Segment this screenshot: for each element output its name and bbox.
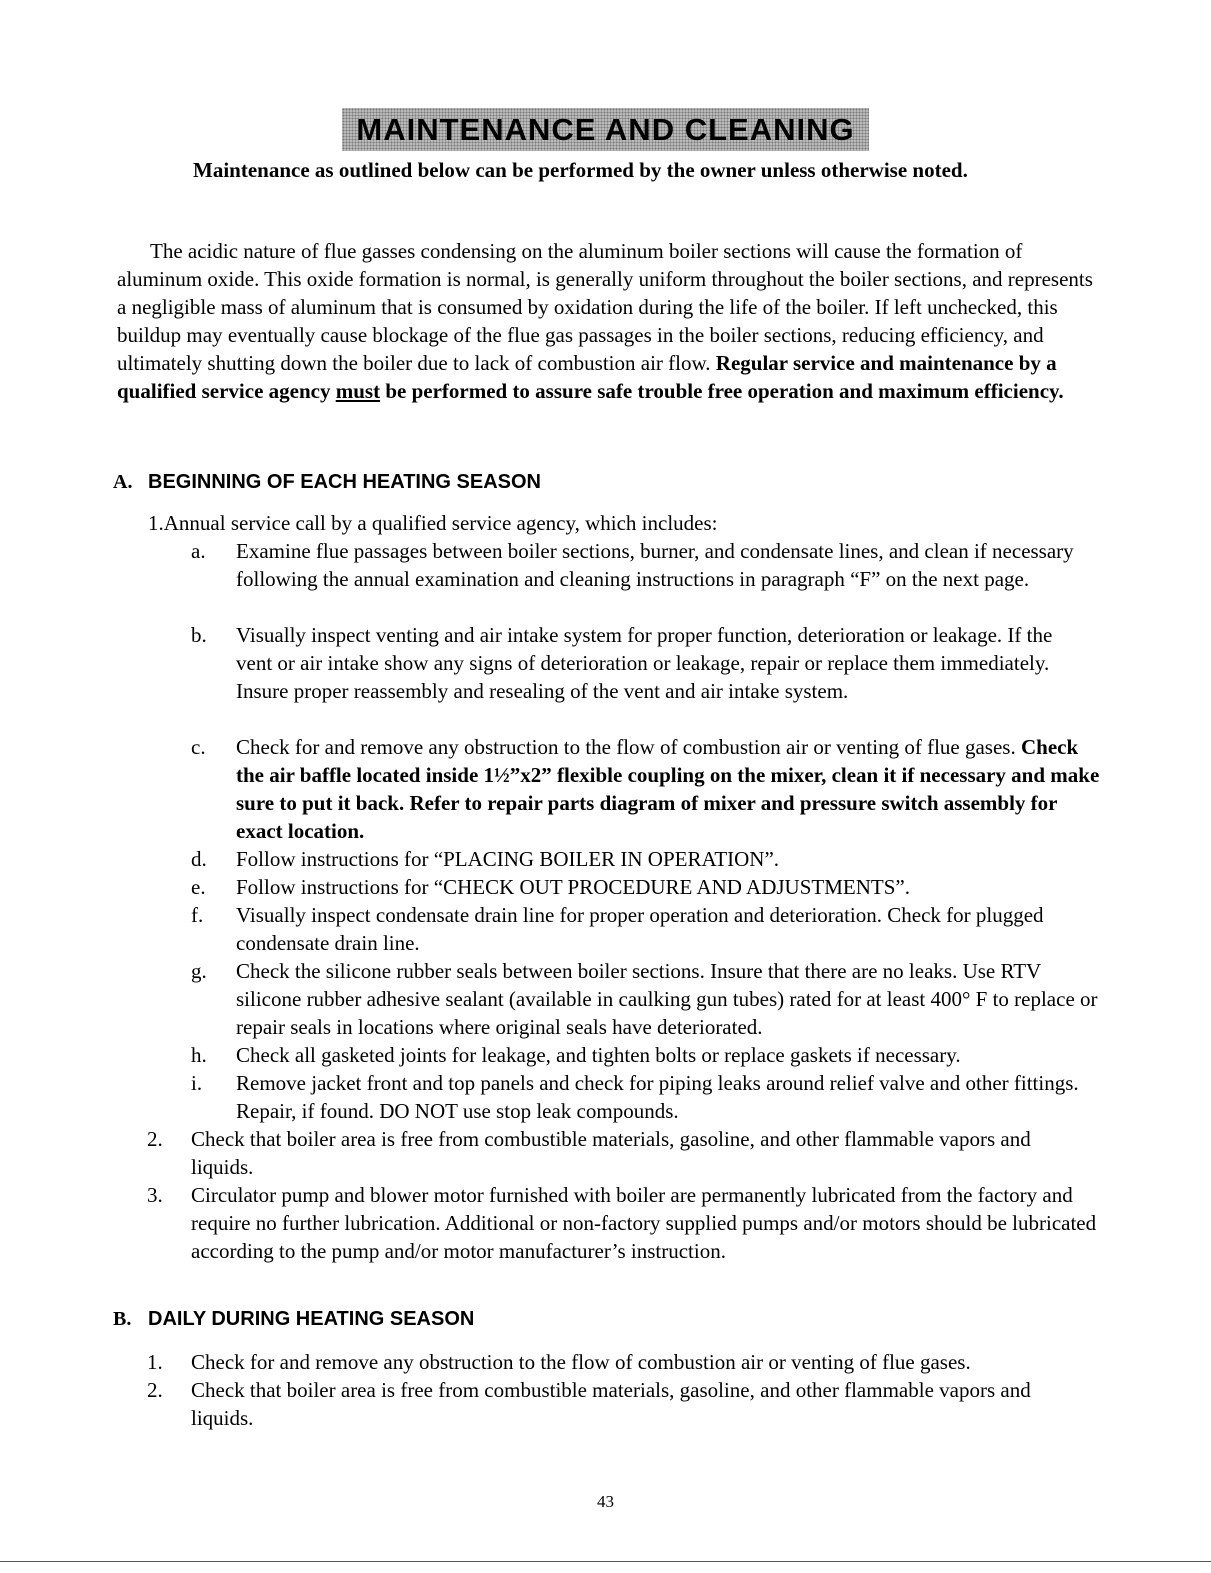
- title-container: [0, 108, 1211, 151]
- intro-text: The acidic nature of flue gasses condensing on the aluminum boiler sections will cause the formation of aluminum oxide. This oxide formation is normal, is generally uniform throughout the boiler sections, and represents a negligible mass of aluminum that is consumed by oxidation during the life of the boiler. If left unchecked, this buildup may eventually cause blockage of the flue gas passages in the boiler sections, reducing efficiency, and ultimately shutting down the boiler due to lack of combustion air flow.: [117, 239, 1093, 375]
- subtitle: Maintenance as outlined below can be performed by the owner unless otherwise noted.: [193, 158, 968, 182]
- item-text: Check for and remove any obstruction to the flow of combustion air or venting of flue gases.: [191, 1350, 971, 1374]
- item-text: Visually inspect condensate drain line for proper operation and deterioration. Check for plugged condensate drain line.: [236, 903, 1044, 955]
- section-a-letter: A.: [113, 471, 133, 493]
- intro-must: must: [335, 379, 381, 403]
- item-letter: h.: [191, 1043, 207, 1067]
- item-text: Visually inspect venting and air intake system for proper function, deterioration or leakage. If the vent or air intake show any signs of deterioration or leakage, repair or replace them immediately. Insure proper reassembly and resealing of the vent and air intake system.: [236, 623, 1053, 703]
- intro-bold-text-end: be performed to assure safe trouble free operation and maximum efficiency.: [380, 379, 1064, 403]
- intro-paragraph: [117, 237, 1097, 405]
- item-text: Follow instructions for “CHECK OUT PROCEDURE AND ADJUSTMENTS”.: [236, 875, 910, 899]
- intro-bold-text: Regular service and maintenance by a qualified service agency: [117, 351, 1057, 403]
- item-number: 2.: [147, 1378, 163, 1402]
- item-letter: c.: [191, 735, 206, 759]
- item-letter: b.: [191, 623, 207, 647]
- item-text: Check the silicone rubber seals between boiler sections. Insure that there are no leaks. Use RTV silicone rubber adhesive sealant (available in caulking gun tubes) rated for at least 400° F to replace or repair seals in locations where original seals have deteriorated.: [236, 959, 1098, 1039]
- item-text: Examine flue passages between boiler sections, burner, and condensate lines, and clean if necessary following the annual examination and cleaning instructions in paragraph “F” on the next page.: [236, 539, 1074, 591]
- item-text: Check for and remove any obstruction to the flow of combustion air or venting of flue gases.: [236, 735, 1021, 759]
- item-number: 1.: [148, 511, 164, 535]
- item-text: Remove jacket front and top panels and check for piping leaks around relief valve and other fittings. Repair, if found. DO NOT use stop leak compounds.: [236, 1071, 1079, 1123]
- item-text: Check that boiler area is free from combustible materials, gasoline, and other flammable vapors and liquids.: [191, 1127, 1031, 1179]
- list-item-a1: [148, 509, 718, 537]
- section-b-letter: B.: [113, 1308, 132, 1330]
- page-number: 43: [597, 1492, 614, 1511]
- item-number: 2.: [147, 1127, 163, 1151]
- item-text: Check that boiler area is free from combustible materials, gasoline, and other flammable vapors and liquids.: [191, 1378, 1031, 1430]
- item-letter: i.: [191, 1071, 203, 1095]
- item-text-block: [236, 733, 1106, 845]
- item-letter: a.: [191, 539, 206, 563]
- section-a-title: BEGINNING OF EACH HEATING SEASON: [148, 471, 541, 493]
- item-text: Check all gasketed joints for leakage, and tighten bolts or replace gaskets if necessary.: [236, 1043, 961, 1067]
- item-letter: g.: [191, 959, 207, 983]
- bottom-rule: [0, 1561, 1211, 1562]
- page-title: MAINTENANCE AND CLEANING: [342, 108, 868, 151]
- item-text: Follow instructions for “PLACING BOILER IN OPERATION”.: [236, 847, 780, 871]
- section-b-title: DAILY DURING HEATING SEASON: [148, 1308, 475, 1330]
- section-a-heading: [113, 468, 541, 496]
- item-letter: d.: [191, 847, 207, 871]
- item-bold-text: Check the air baffle located inside 1½”x2” flexible coupling on the mixer, clean it if necessary and make sure to put it back. Refer to repair parts diagram of mixer and pressure switch assembly for exact location.: [236, 735, 1100, 843]
- item-text: Circulator pump and blower motor furnished with boiler are permanently lubricated from the factory and require no further lubrication. Additional or non-factory supplied pumps and/or motors should be lubricated according to the pump and/or motor manufacturer’s instruction.: [191, 1183, 1097, 1263]
- section-b-heading: [113, 1305, 474, 1333]
- item-number: 1.: [147, 1350, 163, 1374]
- item-number: 3.: [147, 1183, 163, 1207]
- item-text: Annual service call by a qualified service agency, which includes:: [163, 511, 718, 535]
- item-letter: e.: [191, 875, 206, 899]
- item-letter: f.: [191, 903, 204, 927]
